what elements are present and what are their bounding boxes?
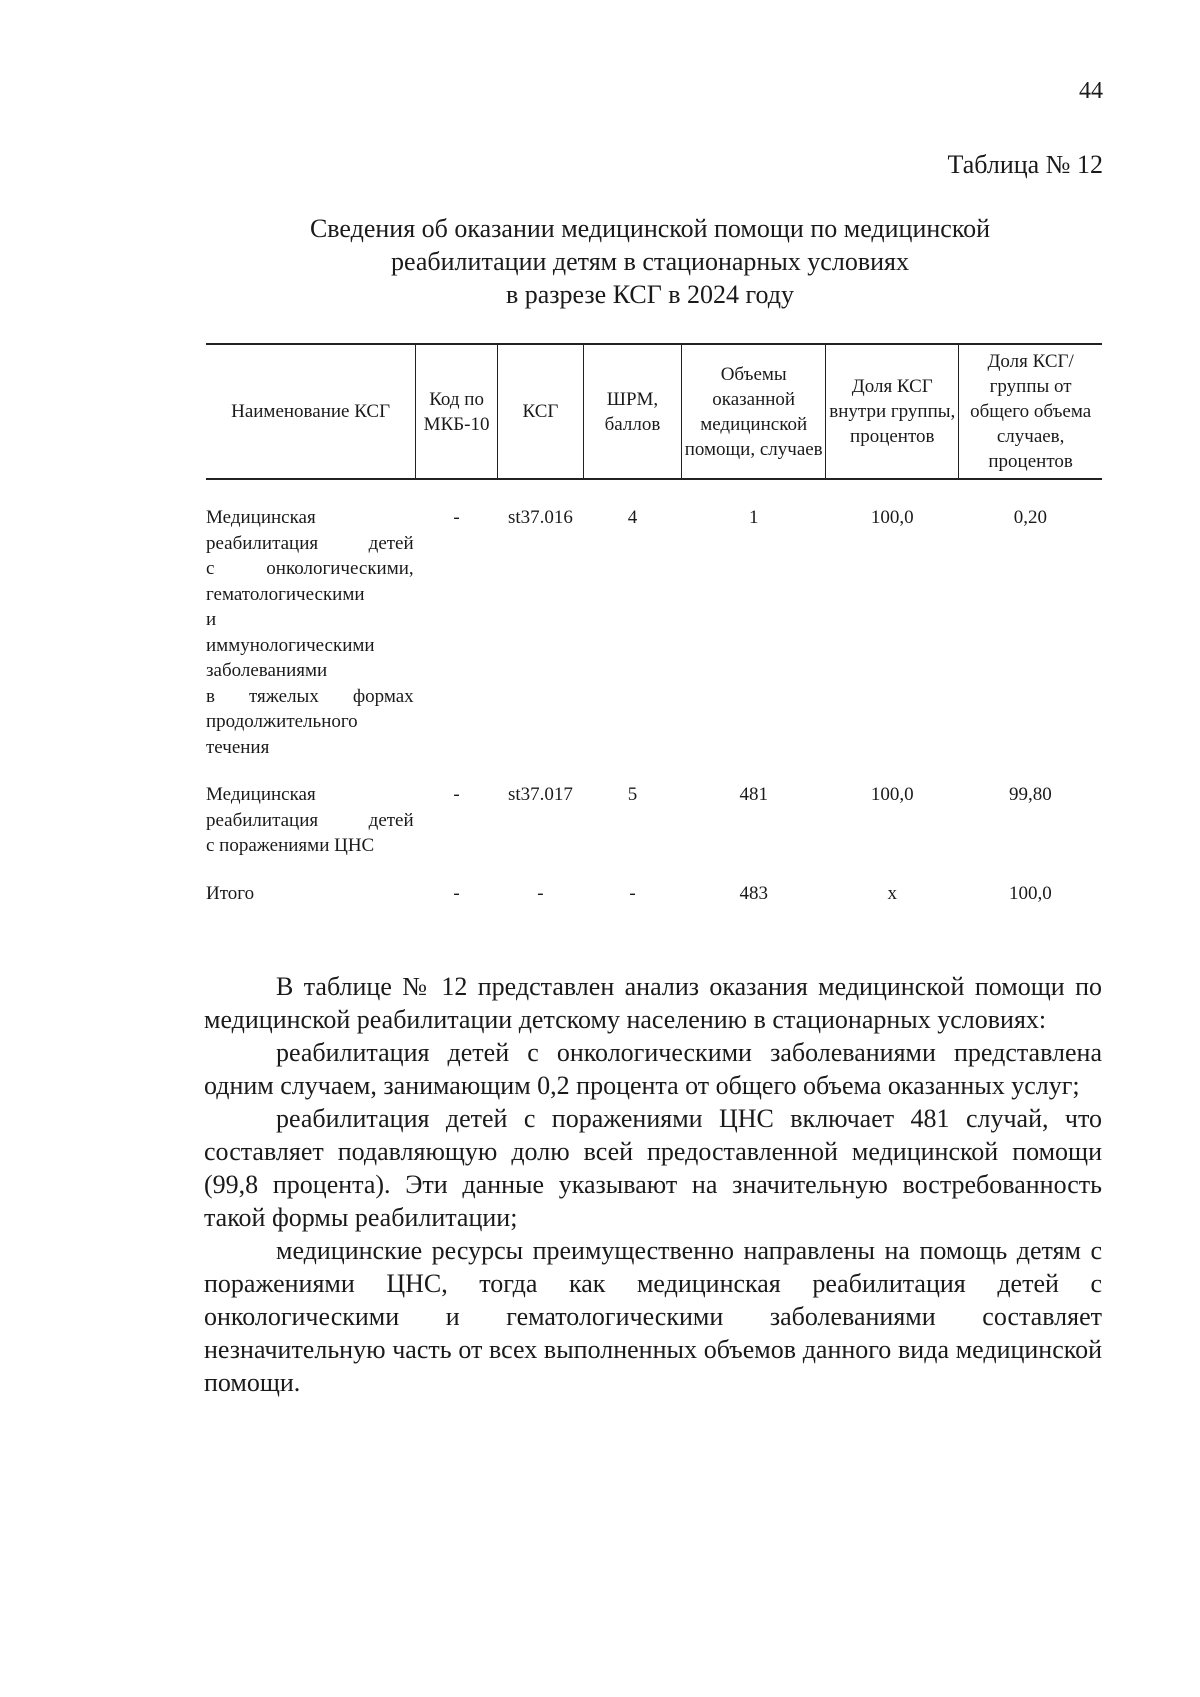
- page-number: 44: [1079, 78, 1103, 104]
- header-volume: Объемы оказанной медицинской помощи, случаев: [682, 344, 826, 479]
- header-share-total: Доля КСГ/группы от общего объема случаев, процентов: [959, 344, 1102, 479]
- paragraph: реабилитация детей с онкологическими заболеваниями представлена одним случаем, занимающим 0,2 процента от общего объема оказанных услуг;: [204, 1038, 1102, 1100]
- ksg-name-line: реабилитация детей: [206, 532, 414, 554]
- table-header-row: [206, 344, 1102, 479]
- ksg-name-line: течения: [206, 736, 270, 758]
- shrm-cell: 4: [627, 507, 638, 528]
- ksg-name-line: в тяжелых формах: [206, 685, 414, 707]
- ksg-name-line: реабилитация детей: [206, 809, 414, 831]
- ksg-name-line: и: [206, 609, 217, 630]
- ksg-name-line: продолжительного: [206, 711, 358, 732]
- title-line: Сведения об оказании медицинской помощи по медицинской: [309, 214, 991, 243]
- share-in-group-cell: 100,0: [870, 784, 914, 805]
- ksg-name-line: с поражениями ЦНС: [206, 835, 375, 856]
- ksg-name-line: заболеваниями: [206, 660, 328, 681]
- ksg-code-cell: st37.016: [507, 507, 573, 528]
- ksg-name-line: Итого: [206, 882, 255, 904]
- title-line: в разрезе КСГ в 2024 году: [505, 280, 795, 309]
- ksg-code-cell: st37.017: [507, 784, 573, 805]
- share-total-cell: 99,80: [1009, 784, 1052, 805]
- paragraph: В таблице № 12 представлен анализ оказания медицинской помощи по медицинской реабилитации детскому населению в стационарных условиях:: [204, 972, 1102, 1034]
- ksg-table: [206, 343, 1102, 928]
- mkb-code-cell: -: [453, 882, 460, 904]
- ksg-name-line: гематологическими: [206, 583, 365, 605]
- table-label: Таблица № 12: [947, 150, 1103, 179]
- analysis-text: [204, 970, 1102, 1399]
- share-in-group-cell: 100,0: [870, 507, 914, 528]
- header-share-in-group: Доля КСГ внутри группы, процентов: [826, 344, 959, 479]
- title-line: реабилитации детям в стационарных условиях: [391, 247, 909, 276]
- shrm-cell: -: [629, 882, 636, 904]
- table-row: [206, 479, 1102, 782]
- document-title: [200, 212, 1100, 311]
- share-in-group-cell: х: [887, 882, 898, 904]
- table-row-total: [206, 881, 1102, 929]
- header-ksg: КСГ: [497, 344, 583, 479]
- header-shrm: ШРМ, баллов: [583, 344, 681, 479]
- share-total-cell: 100,0: [1009, 882, 1052, 904]
- volume-cell: 483: [739, 882, 768, 904]
- ksg-name-line: Медицинская: [206, 784, 316, 805]
- ksg-name-line: с онкологическими,: [206, 558, 414, 579]
- ksg-code-cell: -: [537, 882, 544, 904]
- ksg-name-line: Медицинская: [206, 507, 316, 528]
- paragraph: медицинские ресурсы преимущественно направлены на помощь детям с поражениями ЦНС, тогда как медицинская реабилитация детей с онкологическими и гематологическими заболеваниями составляет незначительную часть от всех выполненных объемов данного вида медицинской помощи.: [204, 1236, 1102, 1397]
- ksg-name-cell: [206, 479, 416, 782]
- table-row: [206, 782, 1102, 881]
- ksg-name-cell: [206, 782, 416, 881]
- header-ksg-name: Наименование КСГ: [231, 401, 391, 422]
- ksg-name-cell: [206, 881, 416, 929]
- paragraph: реабилитация детей с поражениями ЦНС включает 481 случай, что составляет подавляющую долю всей предоставленной медицинской помощи (99,8 процента). Эти данные указывают на значительную востребованность такой формы реабилитации;: [204, 1104, 1102, 1232]
- volume-cell: 481: [739, 784, 768, 805]
- mkb-code-cell: -: [453, 784, 460, 805]
- shrm-cell: 5: [627, 784, 638, 805]
- share-total-cell: 0,20: [1013, 507, 1047, 528]
- volume-cell: 1: [748, 507, 759, 528]
- ksg-name-line: иммунологическими: [206, 634, 375, 656]
- header-mkb-code: Код по МКБ-10: [416, 344, 498, 479]
- mkb-code-cell: -: [453, 507, 460, 528]
